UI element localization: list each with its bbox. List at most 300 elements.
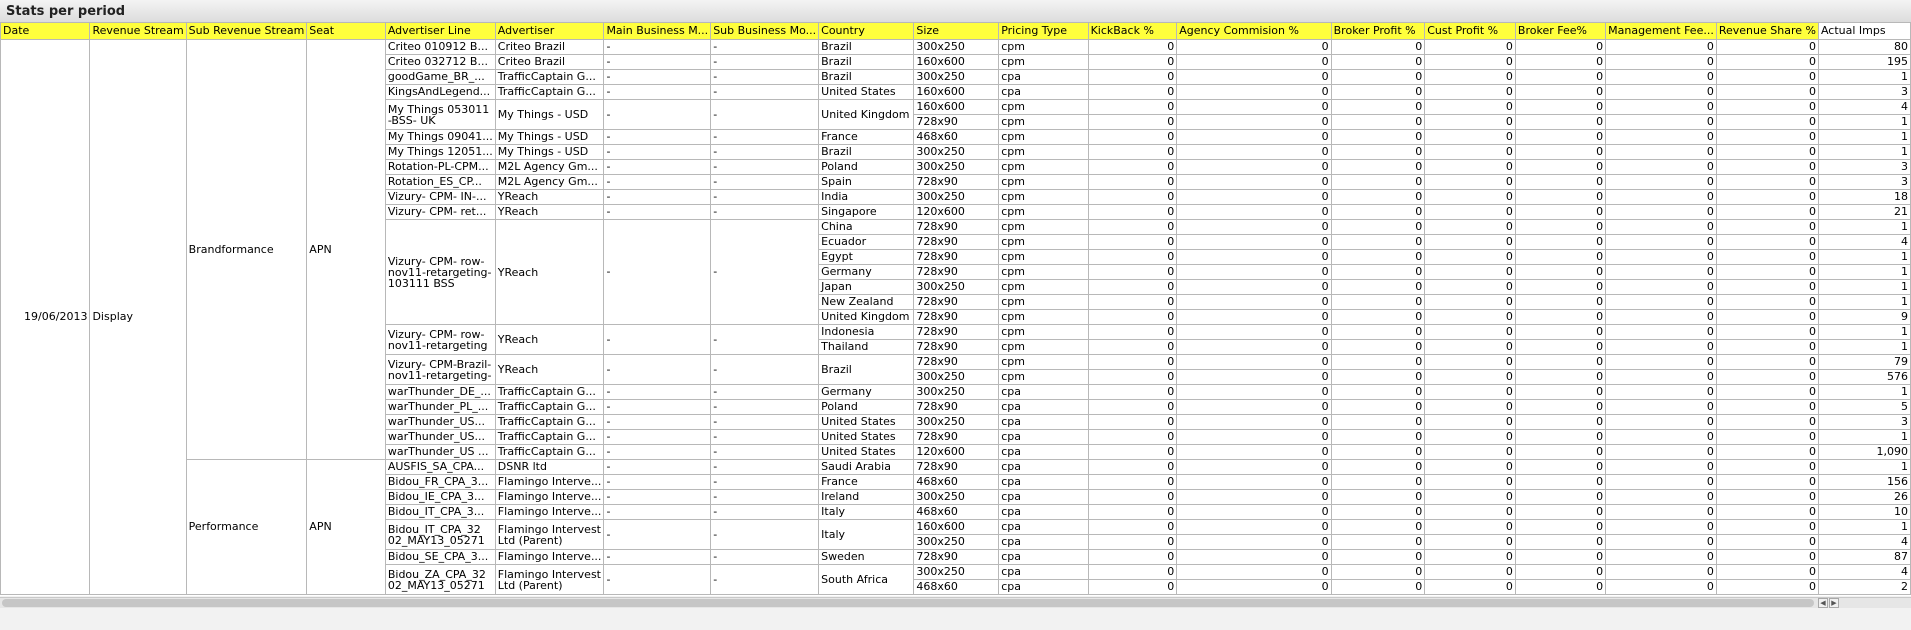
main-business-model-cell: - [604, 85, 711, 100]
main-business-model-cell: - [604, 445, 711, 460]
pricing-type-cell: cpa [999, 535, 1088, 550]
percent-cell: 0 [1606, 265, 1717, 280]
percent-cell: 0 [1331, 40, 1425, 55]
percent-cell: 0 [1177, 370, 1331, 385]
percent-cell: 0 [1606, 160, 1717, 175]
advertiser-line-cell: Bidou_IT_CPA_32 02_MAY13_05271 [385, 520, 495, 550]
percent-cell: 0 [1331, 295, 1425, 310]
percent-cell: 0 [1606, 115, 1717, 130]
percent-cell: 0 [1716, 265, 1818, 280]
country-cell: Brazil [819, 55, 914, 70]
size-cell: 160x600 [914, 55, 999, 70]
percent-cell: 0 [1088, 55, 1177, 70]
column-header[interactable]: Revenue Share % [1716, 23, 1818, 40]
main-business-model-cell: - [604, 430, 711, 445]
percent-cell: 0 [1515, 580, 1605, 595]
advertiser-line-cell: Vizury- CPM- row-nov11-retargeting [385, 325, 495, 355]
percent-cell: 0 [1425, 340, 1516, 355]
sub-business-model-cell: - [711, 205, 819, 220]
actual-imps-cell: 21 [1818, 205, 1910, 220]
country-cell: France [819, 475, 914, 490]
pricing-type-cell: cpm [999, 190, 1088, 205]
percent-cell: 0 [1177, 520, 1331, 535]
pricing-type-cell: cpm [999, 265, 1088, 280]
percent-cell: 0 [1716, 160, 1818, 175]
percent-cell: 0 [1177, 505, 1331, 520]
stats-table [0, 22, 1911, 595]
percent-cell: 0 [1515, 130, 1605, 145]
main-business-model-cell: - [604, 40, 711, 55]
percent-cell: 0 [1088, 370, 1177, 385]
percent-cell: 0 [1331, 370, 1425, 385]
country-cell: South Africa [819, 565, 914, 595]
percent-cell: 0 [1331, 235, 1425, 250]
percent-cell: 0 [1716, 325, 1818, 340]
main-business-model-cell: - [604, 325, 711, 355]
percent-cell: 0 [1177, 535, 1331, 550]
sub-business-model-cell: - [711, 40, 819, 55]
percent-cell: 0 [1331, 250, 1425, 265]
column-header[interactable]: Broker Fee% [1515, 23, 1605, 40]
column-header[interactable]: Advertiser Line [385, 23, 495, 40]
advertiser-cell: TrafficCaptain G... [495, 85, 604, 100]
actual-imps-cell: 1 [1818, 325, 1910, 340]
sub-business-model-cell: - [711, 220, 819, 325]
percent-cell: 0 [1515, 520, 1605, 535]
advertiser-cell: YReach [495, 205, 604, 220]
percent-cell: 0 [1425, 220, 1516, 235]
main-business-model-cell: - [604, 505, 711, 520]
percent-cell: 0 [1425, 145, 1516, 160]
percent-cell: 0 [1331, 415, 1425, 430]
actual-imps-cell: 1 [1818, 520, 1910, 535]
percent-cell: 0 [1425, 160, 1516, 175]
sub-business-model-cell: - [711, 355, 819, 385]
country-cell: Poland [819, 400, 914, 415]
pricing-type-cell: cpa [999, 490, 1088, 505]
percent-cell: 0 [1088, 160, 1177, 175]
actual-imps-cell: 87 [1818, 550, 1910, 565]
size-cell: 160x600 [914, 520, 999, 535]
percent-cell: 0 [1425, 445, 1516, 460]
column-header[interactable]: Revenue Stream [90, 23, 186, 40]
size-cell: 728x90 [914, 355, 999, 370]
advertiser-cell: TrafficCaptain G... [495, 385, 604, 400]
size-cell: 300x250 [914, 70, 999, 85]
advertiser-cell: Flamingo Intervest Ltd (Parent) [495, 520, 604, 550]
percent-cell: 0 [1088, 400, 1177, 415]
size-cell: 468x60 [914, 505, 999, 520]
percent-cell: 0 [1088, 355, 1177, 370]
percent-cell: 0 [1606, 310, 1717, 325]
percent-cell: 0 [1716, 295, 1818, 310]
percent-cell: 0 [1177, 385, 1331, 400]
percent-cell: 0 [1088, 175, 1177, 190]
percent-cell: 0 [1177, 85, 1331, 100]
pricing-type-cell: cpm [999, 40, 1088, 55]
percent-cell: 0 [1606, 175, 1717, 190]
size-cell: 300x250 [914, 280, 999, 295]
size-cell: 300x250 [914, 490, 999, 505]
percent-cell: 0 [1425, 550, 1516, 565]
percent-cell: 0 [1425, 310, 1516, 325]
percent-cell: 0 [1088, 445, 1177, 460]
percent-cell: 0 [1088, 265, 1177, 280]
advertiser-line-cell: Bidou_FR_CPA_3... [385, 475, 495, 490]
percent-cell: 0 [1177, 205, 1331, 220]
percent-cell: 0 [1425, 415, 1516, 430]
percent-cell: 0 [1716, 445, 1818, 460]
main-business-model-cell: - [604, 70, 711, 85]
column-header[interactable]: Advertiser [495, 23, 604, 40]
percent-cell: 0 [1606, 370, 1717, 385]
percent-cell: 0 [1606, 340, 1717, 355]
percent-cell: 0 [1515, 175, 1605, 190]
percent-cell: 0 [1515, 70, 1605, 85]
percent-cell: 0 [1177, 145, 1331, 160]
size-cell: 728x90 [914, 310, 999, 325]
sub-business-model-cell: - [711, 400, 819, 415]
percent-cell: 0 [1515, 235, 1605, 250]
percent-cell: 0 [1331, 460, 1425, 475]
advertiser-cell: Flamingo Interve... [495, 550, 604, 565]
column-header[interactable]: Sub Business Mo... [711, 23, 819, 40]
percent-cell: 0 [1088, 310, 1177, 325]
percent-cell: 0 [1515, 385, 1605, 400]
percent-cell: 0 [1716, 205, 1818, 220]
country-cell: France [819, 130, 914, 145]
main-business-model-cell: - [604, 130, 711, 145]
percent-cell: 0 [1088, 580, 1177, 595]
advertiser-cell: M2L Agency Gm... [495, 175, 604, 190]
percent-cell: 0 [1177, 295, 1331, 310]
advertiser-cell: YReach [495, 355, 604, 385]
pricing-type-cell: cpm [999, 370, 1088, 385]
percent-cell: 0 [1177, 265, 1331, 280]
column-header[interactable]: Actual Imps [1818, 23, 1910, 40]
percent-cell: 0 [1425, 175, 1516, 190]
percent-cell: 0 [1606, 205, 1717, 220]
actual-imps-cell: 576 [1818, 370, 1910, 385]
percent-cell: 0 [1716, 475, 1818, 490]
percent-cell: 0 [1716, 235, 1818, 250]
advertiser-line-cell: warThunder_DE_... [385, 385, 495, 400]
percent-cell: 0 [1606, 400, 1717, 415]
scrollbar-thumb[interactable] [2, 599, 1814, 607]
percent-cell: 0 [1515, 490, 1605, 505]
size-cell: 300x250 [914, 190, 999, 205]
country-cell: New Zealand [819, 295, 914, 310]
main-business-model-cell: - [604, 385, 711, 400]
percent-cell: 0 [1425, 295, 1516, 310]
advertiser-line-cell: goodGame_BR_... [385, 70, 495, 85]
percent-cell: 0 [1425, 205, 1516, 220]
percent-cell: 0 [1088, 205, 1177, 220]
sub-business-model-cell: - [711, 430, 819, 445]
percent-cell: 0 [1716, 490, 1818, 505]
advertiser-line-cell: Bidou_IE_CPA_3... [385, 490, 495, 505]
country-cell: Brazil [819, 40, 914, 55]
percent-cell: 0 [1088, 235, 1177, 250]
pricing-type-cell: cpa [999, 460, 1088, 475]
main-business-model-cell: - [604, 145, 711, 160]
percent-cell: 0 [1515, 295, 1605, 310]
percent-cell: 0 [1716, 100, 1818, 115]
percent-cell: 0 [1606, 55, 1717, 70]
percent-cell: 0 [1425, 40, 1516, 55]
percent-cell: 0 [1425, 535, 1516, 550]
percent-cell: 0 [1088, 295, 1177, 310]
percent-cell: 0 [1716, 460, 1818, 475]
percent-cell: 0 [1515, 565, 1605, 580]
percent-cell: 0 [1606, 85, 1717, 100]
sub-business-model-cell: - [711, 385, 819, 400]
percent-cell: 0 [1606, 295, 1717, 310]
actual-imps-cell: 4 [1818, 565, 1910, 580]
percent-cell: 0 [1331, 355, 1425, 370]
size-cell: 468x60 [914, 475, 999, 490]
percent-cell: 0 [1177, 55, 1331, 70]
percent-cell: 0 [1088, 550, 1177, 565]
percent-cell: 0 [1425, 460, 1516, 475]
percent-cell: 0 [1331, 175, 1425, 190]
actual-imps-cell: 1 [1818, 295, 1910, 310]
percent-cell: 0 [1425, 190, 1516, 205]
pricing-type-cell: cpm [999, 235, 1088, 250]
percent-cell: 0 [1331, 115, 1425, 130]
advertiser-cell: Criteo Brazil [495, 40, 604, 55]
column-header[interactable]: Management Fee... [1606, 23, 1717, 40]
percent-cell: 0 [1716, 190, 1818, 205]
sub-business-model-cell: - [711, 505, 819, 520]
advertiser-line-cell: warThunder_US... [385, 430, 495, 445]
advertiser-cell: My Things - USD [495, 130, 604, 145]
sub-revenue-stream-cell: Performance [186, 460, 307, 595]
pricing-type-cell: cpa [999, 415, 1088, 430]
column-header[interactable]: Date [1, 23, 90, 40]
column-header[interactable]: Sub Revenue Stream [186, 23, 307, 40]
window-titlebar [0, 0, 1911, 23]
percent-cell: 0 [1088, 130, 1177, 145]
pricing-type-cell: cpa [999, 505, 1088, 520]
percent-cell: 0 [1606, 460, 1717, 475]
percent-cell: 0 [1088, 535, 1177, 550]
column-header[interactable]: Broker Profit % [1331, 23, 1425, 40]
pricing-type-cell: cpm [999, 295, 1088, 310]
main-business-model-cell: - [604, 415, 711, 430]
percent-cell: 0 [1331, 505, 1425, 520]
sub-business-model-cell: - [711, 100, 819, 130]
percent-cell: 0 [1177, 190, 1331, 205]
percent-cell: 0 [1606, 490, 1717, 505]
percent-cell: 0 [1515, 445, 1605, 460]
percent-cell: 0 [1716, 385, 1818, 400]
percent-cell: 0 [1716, 580, 1818, 595]
percent-cell: 0 [1515, 55, 1605, 70]
actual-imps-cell: 1 [1818, 460, 1910, 475]
percent-cell: 0 [1425, 520, 1516, 535]
scroll-left-icon[interactable]: ◀ [1818, 598, 1828, 608]
percent-cell: 0 [1177, 460, 1331, 475]
pricing-type-cell: cpm [999, 310, 1088, 325]
country-cell: United States [819, 430, 914, 445]
percent-cell: 0 [1088, 490, 1177, 505]
percent-cell: 0 [1515, 370, 1605, 385]
column-header[interactable]: Country [819, 23, 914, 40]
percent-cell: 0 [1606, 505, 1717, 520]
country-cell: United Kingdom [819, 100, 914, 130]
percent-cell: 0 [1088, 70, 1177, 85]
percent-cell: 0 [1088, 220, 1177, 235]
percent-cell: 0 [1716, 85, 1818, 100]
percent-cell: 0 [1088, 430, 1177, 445]
percent-cell: 0 [1331, 565, 1425, 580]
percent-cell: 0 [1177, 430, 1331, 445]
size-cell: 300x250 [914, 40, 999, 55]
advertiser-line-cell: My Things 053011 -BSS- UK [385, 100, 495, 130]
actual-imps-cell: 3 [1818, 415, 1910, 430]
sub-business-model-cell: - [711, 445, 819, 460]
column-header[interactable]: Seat [307, 23, 386, 40]
window-title: Stats per period [6, 4, 126, 19]
percent-cell: 0 [1515, 535, 1605, 550]
actual-imps-cell: 4 [1818, 235, 1910, 250]
percent-cell: 0 [1716, 550, 1818, 565]
percent-cell: 0 [1177, 280, 1331, 295]
pricing-type-cell: cpa [999, 580, 1088, 595]
percent-cell: 0 [1088, 115, 1177, 130]
advertiser-line-cell: AUSFIS_SA_CPA... [385, 460, 495, 475]
country-cell: Germany [819, 265, 914, 280]
percent-cell: 0 [1606, 535, 1717, 550]
percent-cell: 0 [1331, 340, 1425, 355]
actual-imps-cell: 9 [1818, 310, 1910, 325]
percent-cell: 0 [1425, 490, 1516, 505]
advertiser-cell: Flamingo Interve... [495, 475, 604, 490]
pricing-type-cell: cpm [999, 100, 1088, 115]
percent-cell: 0 [1177, 160, 1331, 175]
column-header[interactable]: Pricing Type [999, 23, 1088, 40]
actual-imps-cell: 3 [1818, 85, 1910, 100]
percent-cell: 0 [1331, 445, 1425, 460]
percent-cell: 0 [1177, 580, 1331, 595]
percent-cell: 0 [1088, 280, 1177, 295]
column-header[interactable]: Cust Profit % [1425, 23, 1516, 40]
advertiser-cell: Flamingo Interve... [495, 490, 604, 505]
percent-cell: 0 [1331, 520, 1425, 535]
sub-business-model-cell: - [711, 460, 819, 475]
table-row[interactable] [1, 460, 1911, 475]
scroll-right-icon[interactable]: ▶ [1829, 598, 1839, 608]
sub-business-model-cell: - [711, 175, 819, 190]
advertiser-line-cell: Bidou_IT_CPA_3... [385, 505, 495, 520]
percent-cell: 0 [1716, 115, 1818, 130]
percent-cell: 0 [1606, 565, 1717, 580]
main-business-model-cell: - [604, 475, 711, 490]
percent-cell: 0 [1088, 415, 1177, 430]
country-cell: Brazil [819, 145, 914, 160]
percent-cell: 0 [1331, 535, 1425, 550]
advertiser-cell: YReach [495, 190, 604, 205]
size-cell: 300x250 [914, 160, 999, 175]
advertiser-cell: YReach [495, 325, 604, 355]
size-cell: 120x600 [914, 445, 999, 460]
advertiser-cell: Criteo Brazil [495, 55, 604, 70]
advertiser-line-cell: Bidou_SE_CPA_3... [385, 550, 495, 565]
pricing-type-cell: cpm [999, 160, 1088, 175]
percent-cell: 0 [1425, 265, 1516, 280]
percent-cell: 0 [1331, 220, 1425, 235]
percent-cell: 0 [1515, 415, 1605, 430]
percent-cell: 0 [1606, 235, 1717, 250]
actual-imps-cell: 1 [1818, 250, 1910, 265]
size-cell: 468x60 [914, 130, 999, 145]
advertiser-line-cell: Bidou_ZA_CPA_32 02_MAY13_05271 [385, 565, 495, 595]
actual-imps-cell: 156 [1818, 475, 1910, 490]
sub-business-model-cell: - [711, 475, 819, 490]
percent-cell: 0 [1425, 70, 1516, 85]
actual-imps-cell: 80 [1818, 40, 1910, 55]
percent-cell: 0 [1515, 460, 1605, 475]
percent-cell: 0 [1331, 430, 1425, 445]
table-row[interactable] [1, 40, 1911, 55]
status-area [0, 608, 1911, 630]
advertiser-cell: Flamingo Intervest Ltd (Parent) [495, 565, 604, 595]
pricing-type-cell: cpm [999, 325, 1088, 340]
main-business-model-cell: - [604, 355, 711, 385]
main-business-model-cell: - [604, 220, 711, 325]
percent-cell: 0 [1177, 220, 1331, 235]
pricing-type-cell: cpa [999, 400, 1088, 415]
percent-cell: 0 [1331, 385, 1425, 400]
column-header[interactable]: Main Business M... [604, 23, 711, 40]
advertiser-line-cell: Criteo 010912 B... [385, 40, 495, 55]
advertiser-line-cell: Vizury- CPM- ret... [385, 205, 495, 220]
percent-cell: 0 [1716, 520, 1818, 535]
actual-imps-cell: 79 [1818, 355, 1910, 370]
pricing-type-cell: cpm [999, 280, 1088, 295]
country-cell: Japan [819, 280, 914, 295]
column-header[interactable]: Agency Commision % [1177, 23, 1331, 40]
main-business-model-cell: - [604, 55, 711, 70]
percent-cell: 0 [1088, 190, 1177, 205]
country-cell: China [819, 220, 914, 235]
percent-cell: 0 [1515, 190, 1605, 205]
percent-cell: 0 [1606, 580, 1717, 595]
percent-cell: 0 [1177, 340, 1331, 355]
pricing-type-cell: cpa [999, 430, 1088, 445]
percent-cell: 0 [1515, 340, 1605, 355]
actual-imps-cell: 1 [1818, 70, 1910, 85]
percent-cell: 0 [1177, 475, 1331, 490]
actual-imps-cell: 1 [1818, 340, 1910, 355]
size-cell: 728x90 [914, 430, 999, 445]
percent-cell: 0 [1606, 190, 1717, 205]
percent-cell: 0 [1425, 115, 1516, 130]
percent-cell: 0 [1716, 430, 1818, 445]
percent-cell: 0 [1716, 355, 1818, 370]
percent-cell: 0 [1425, 325, 1516, 340]
sub-business-model-cell: - [711, 190, 819, 205]
country-cell: United States [819, 85, 914, 100]
column-header[interactable]: KickBack % [1088, 23, 1177, 40]
column-header[interactable]: Size [914, 23, 999, 40]
advertiser-line-cell: KingsAndLegend... [385, 85, 495, 100]
size-cell: 728x90 [914, 460, 999, 475]
country-cell: Italy [819, 520, 914, 550]
revenue-stream-cell: Display [90, 40, 186, 595]
percent-cell: 0 [1606, 145, 1717, 160]
